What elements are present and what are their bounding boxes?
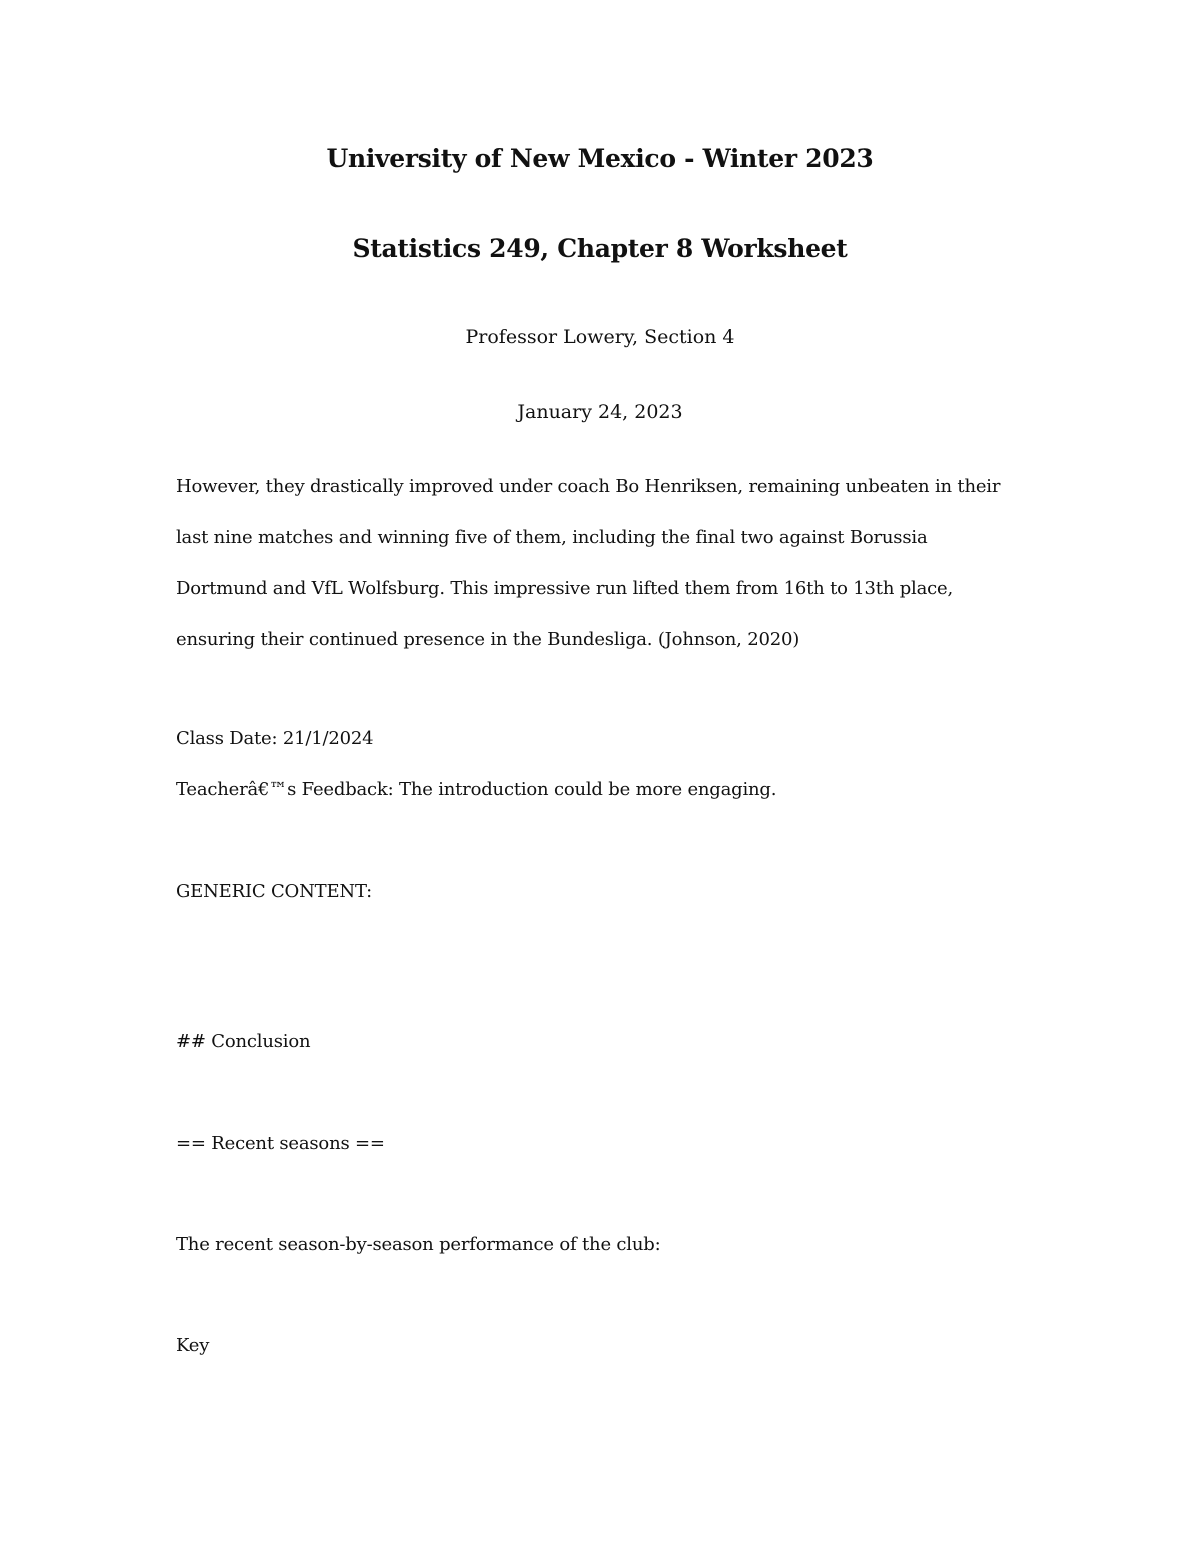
key-label: Key: [176, 1335, 210, 1356]
teacher-feedback: Teacherâ€™s Feedback: The introduction could be more engaging.: [176, 779, 777, 800]
generic-content-label: GENERIC CONTENT:: [176, 881, 372, 902]
recent-seasons-heading: == Recent seasons ==: [176, 1133, 385, 1154]
class-date: Class Date: 21/1/2024: [176, 728, 374, 749]
conclusion-heading: ## Conclusion: [176, 1031, 311, 1052]
paragraph-line: last nine matches and winning five of them, including the final two against Borussia: [176, 527, 928, 548]
professor-section: Professor Lowery, Section 4: [465, 326, 735, 348]
body-paragraph: [176, 475, 1036, 679]
paragraph-line: ensuring their continued presence in the Bundesliga. (Johnson, 2020): [176, 629, 800, 650]
university-title: University of New Mexico - Winter 2023: [326, 144, 874, 173]
paragraph-line: However, they drastically improved under coach Bo Henriksen, remaining unbeaten in their: [176, 476, 1001, 497]
recent-seasons-intro: The recent season-by-season performance of the club:: [176, 1234, 661, 1255]
document-date: January 24, 2023: [517, 401, 683, 423]
worksheet-title: Statistics 249, Chapter 8 Worksheet: [352, 234, 848, 263]
paragraph-line: Dortmund and VfL Wolfsburg. This impressive run lifted them from 16th to 13th place,: [176, 578, 954, 599]
